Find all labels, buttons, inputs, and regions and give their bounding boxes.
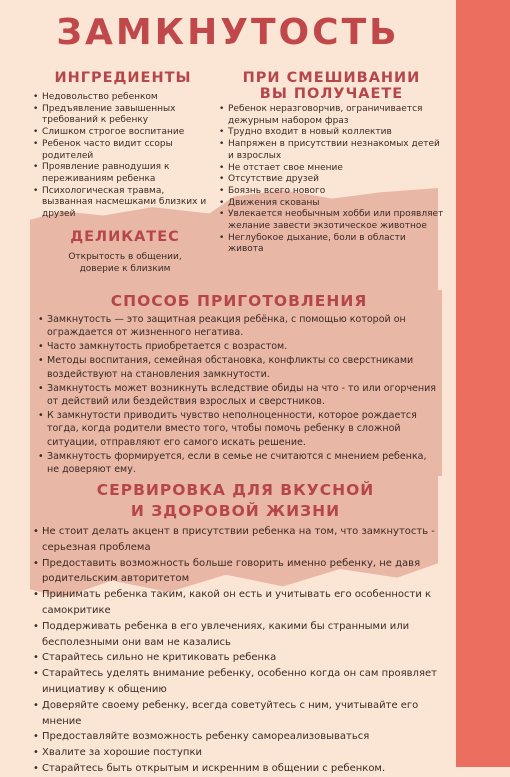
list-item: • Поддерживать ребенка в его увлечениях, какими бы странными или бесполезными они вам не казались [33, 619, 438, 651]
list-item: • Старайтесь быть открытым и искренним в общении с ребенком. [33, 761, 438, 777]
list-item: • Не стоит делать акцент в присутствии ребенка на том, что замкнутость - серьезная проблема [33, 524, 438, 556]
list-item: • Предоставить возможность больше говорить именно ребенку, не давя родительским авторитетом [33, 556, 438, 588]
list-item: • Отсутствие друзей [219, 174, 444, 186]
method-heading: СПОСОБ ПРИГОТОВЛЕНИЯ [110, 292, 368, 310]
side-stripe [456, 0, 510, 767]
list-item: • Хвалите за хорошие поступки [33, 745, 438, 761]
list-item: • Проявление равнодушия к переживаниям ребенка [33, 162, 213, 185]
list-item: • Замкнутость формируется, если в семье не считаются с мнением ребенка, не доверяют ему. [38, 450, 440, 477]
list-item: • Движения скованы [219, 198, 444, 210]
list-item: • Предъявление завышенных требований к ребенку [33, 104, 213, 127]
delicacy-heading: ДЕЛИКАТЕС [70, 229, 180, 245]
list-item: • Неглубокое дыхание, боли в области живота [219, 233, 444, 256]
list-item: • Доверяйте своему ребенку, всегда советуйтесь с ним, учитывайте его мнение [33, 698, 438, 730]
ingredients-section [33, 70, 213, 221]
list-item: • Методы воспитания, семейная обстановка, конфликты со сверстниками воздействуют на становления замкнутости. [38, 354, 440, 381]
list-item: • Принимать ребенка таким, какой он есть и учитывать его особенности к самокритике [33, 587, 438, 619]
list-item: • Трудно входит в новый коллектив [219, 127, 444, 139]
list-item: • Старайтесь сильно не критиковать ребенка [33, 650, 438, 666]
list-item: • Ребенок неразговорчив, ограничивается дежурным набором фраз [219, 104, 444, 127]
list-item: • Слишком строгое воспитание [33, 127, 213, 139]
list-item: • Замкнутость может возникнуть вследствие обиды на что - то или огорчения от действий или бездействия взрослых и сверстников. [38, 382, 440, 409]
list-item: • Боязнь всего нового [219, 186, 444, 198]
list-item: • Замкнутость — это защитная реакция ребёнка, с помощью которой он ограждается от жизненного негатива. [38, 313, 440, 340]
list-item: • Психологическая травма, вызванная насмешками близких и друзей [33, 186, 213, 221]
ingredients-list [33, 92, 213, 221]
list-item: • Предоставляйте возможность ребенку самореализовываться [33, 729, 438, 745]
list-item: • К замкнутости приводить чувство неполноценности, которое рождается тогда, когда родители вместо того, чтобы помочь ребенку в сложной ситуации, отправляют его самого искать решение. [38, 409, 440, 449]
delicacy-section [45, 229, 205, 275]
serving-list [33, 524, 438, 777]
result-section [219, 70, 444, 256]
list-item: • Не отстает свое мнение [219, 163, 444, 175]
list-item: • Увлекается необычным хобби или проявляет желание завести экзотическое животное [219, 209, 444, 232]
method-list [38, 313, 440, 476]
serving-heading-line1: СЕРВИРОВКА ДЛЯ ВКУСНОЙ [96, 481, 375, 499]
list-item: • Часто замкнутость приобретается с возрастом. [38, 340, 440, 353]
delicacy-text-line1: Открытость в общении, [68, 252, 182, 262]
ingredients-heading: ИНГРЕДИЕНТЫ [54, 70, 192, 86]
list-item: • Недовольство ребенком [33, 92, 213, 104]
serving-section [33, 480, 438, 777]
result-heading-line1: ПРИ СМЕШИВАНИИ [242, 70, 421, 86]
list-item: • Ребенок часто видит ссоры родителей [33, 139, 213, 162]
list-item: • Напряжен в присутствии незнакомых детей и взрослых [219, 139, 444, 162]
method-section [38, 292, 440, 477]
serving-heading-line2: И ЗДОРОВОЙ ЖИЗНИ [130, 502, 341, 520]
result-heading-line2: ВЫ ПОЛУЧАЕТЕ [259, 86, 404, 102]
list-item: • Старайтесь уделять внимание ребенку, особенно когда он сам проявляет инициативу к общению [33, 666, 438, 698]
result-list [219, 104, 444, 256]
delicacy-text-line2: доверие к близким [79, 264, 171, 274]
page-title: ЗАМКНУТОСТЬ [56, 12, 400, 53]
